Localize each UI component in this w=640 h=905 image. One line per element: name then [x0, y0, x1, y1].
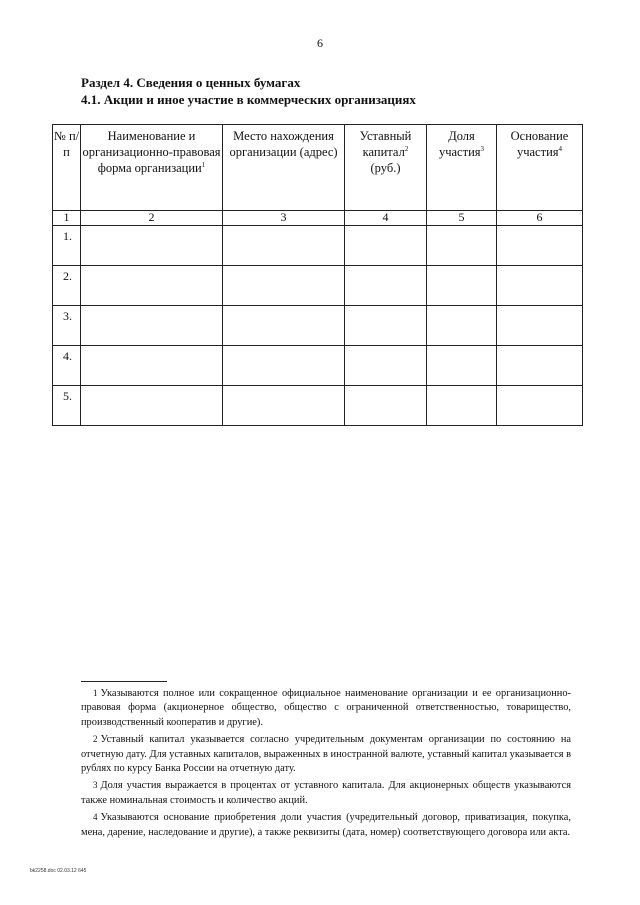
footnote-text: Указываются полное или сокращенное официальное наименование организации и ее организационно-правовая форма (акционерное общество, общество с ограниченной ответственностью, товарищество, производственный кооператив и другие). — [81, 688, 571, 728]
column-index: 4 — [345, 211, 427, 226]
table-row — [53, 266, 583, 306]
table-cell[interactable] — [427, 266, 497, 306]
header-location: Место нахождения организации (адрес) — [223, 125, 345, 211]
row-number: 1. — [53, 226, 81, 266]
section-subtitle: 4.1. Акции и иное участие в коммерческих организациях — [81, 92, 416, 107]
header-basis: Основание участия$^4$ — [497, 125, 583, 211]
table-cell[interactable] — [81, 386, 223, 426]
header-share: Доля участия$^3$ — [427, 125, 497, 211]
table-cell[interactable] — [497, 346, 583, 386]
footnote-mark: 4 — [93, 812, 98, 823]
document-code: bk2258.doc 02.03.12 645 — [30, 868, 87, 874]
column-index: 5 — [427, 211, 497, 226]
table-cell[interactable] — [345, 306, 427, 346]
row-number: 3. — [53, 306, 81, 346]
footnote — [81, 732, 571, 776]
table-row — [53, 386, 583, 426]
table-cell[interactable] — [427, 306, 497, 346]
table-cell[interactable] — [497, 306, 583, 346]
footnote-mark: 1 — [93, 688, 98, 698]
header-organization-name: Наименование и организационно-правовая форма организации$^1$ — [81, 125, 223, 211]
table-cell[interactable] — [81, 306, 223, 346]
column-index: 6 — [497, 211, 583, 226]
table-cell[interactable] — [223, 306, 345, 346]
column-index: 1 — [53, 211, 81, 226]
table-cell[interactable] — [345, 346, 427, 386]
row-number: 5. — [53, 386, 81, 426]
footnote-divider — [81, 681, 167, 682]
securities-table — [52, 124, 583, 426]
column-index-row — [53, 211, 583, 226]
section-title: Раздел 4. Сведения о ценных бумагах — [81, 75, 301, 90]
table-cell[interactable] — [223, 226, 345, 266]
footnote — [81, 686, 571, 730]
row-number: 2. — [53, 266, 81, 306]
table-cell[interactable] — [223, 266, 345, 306]
table-cell[interactable] — [81, 226, 223, 266]
footnote-text: Указываются основание приобретения доли участия (учредительный договор, приватизация, покупка, мена, дарение, наследование и другие), а также реквизиты (дата, номер) соответствующего договора или акта. — [81, 812, 571, 838]
table-cell[interactable] — [427, 226, 497, 266]
footnote-mark: 2 — [93, 734, 98, 745]
table-cell[interactable] — [345, 386, 427, 426]
page-number: 6 — [317, 36, 323, 50]
table-cell[interactable] — [427, 346, 497, 386]
row-number: 4. — [53, 346, 81, 386]
table-cell[interactable] — [223, 386, 345, 426]
footnote-text: Доля участия выражается в процентах от уставного капитала. Для акционерных обществ указываются также номинальная стоимость и количество акций. — [81, 780, 571, 806]
footnote — [81, 810, 571, 840]
footnote-text: Уставный капитал указывается согласно учредительным документам организации по состоянию на отчетную дату. Для уставных капиталов, выраженных в иностранной валюте, уставный капитал указывается в рублях по курсу Банка России на отчетную дату. — [81, 734, 571, 775]
table-cell[interactable] — [497, 266, 583, 306]
table-cell[interactable] — [81, 266, 223, 306]
column-index: 3 — [223, 211, 345, 226]
table-header-row — [53, 125, 583, 211]
footnotes — [81, 686, 571, 842]
table-row — [53, 346, 583, 386]
table-cell[interactable] — [497, 226, 583, 266]
table-cell[interactable] — [427, 386, 497, 426]
footnote-mark: 3 — [93, 780, 98, 791]
table-cell[interactable] — [345, 226, 427, 266]
table-cell[interactable] — [345, 266, 427, 306]
table-row — [53, 306, 583, 346]
column-index: 2 — [81, 211, 223, 226]
footnote — [81, 778, 571, 808]
header-authorized-capital: Уставный капитал$^2$ (руб.) — [345, 125, 427, 211]
section-heading — [81, 74, 416, 108]
header-number: № п/п — [53, 125, 81, 211]
table-cell[interactable] — [497, 386, 583, 426]
table-row — [53, 226, 583, 266]
table-cell[interactable] — [81, 346, 223, 386]
table-cell[interactable] — [223, 346, 345, 386]
